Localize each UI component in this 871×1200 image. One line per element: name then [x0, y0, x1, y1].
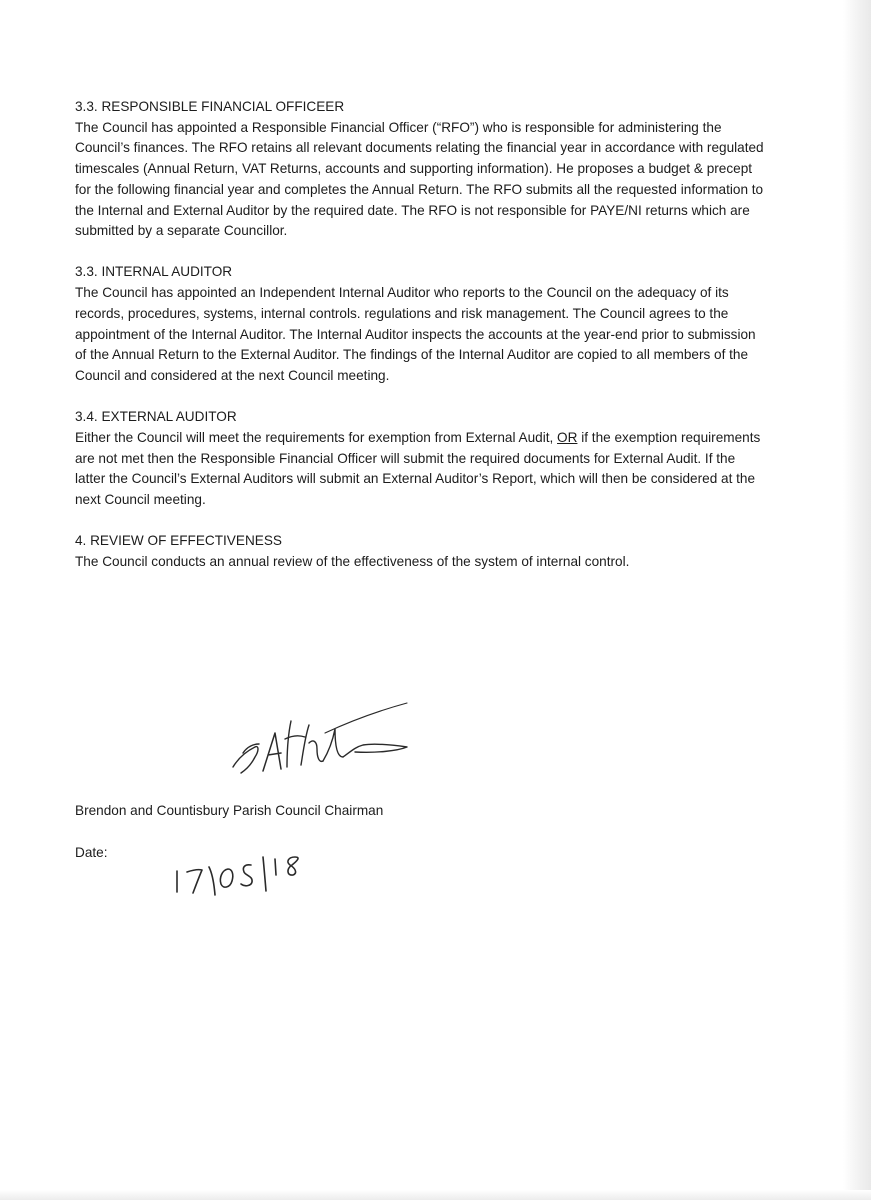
chairman-signature [225, 695, 420, 785]
signer-title: Brendon and Countisbury Parish Council Chairman [75, 803, 384, 818]
scan-edge-shadow [843, 0, 871, 1200]
section-text [75, 428, 765, 511]
document-body [75, 97, 765, 593]
section-external-auditor [75, 407, 765, 511]
section-heading: 3.4. EXTERNAL AUDITOR [75, 409, 237, 425]
section-text: The Council conducts an annual review of the effectiveness of the system of internal control. [75, 553, 630, 569]
section-text-part: if the exemption requirements are not met then the Responsible Financial Officer will submit the required documents for External Audit. If the latter the Council’s External Auditors will submit an External Auditor’s Report, which will then be considered at the next Council meeting. [75, 429, 761, 507]
section-heading: 3.3. INTERNAL AUDITOR [75, 264, 233, 280]
section-heading: 3.3. RESPONSIBLE FINANCIAL OFFICEER [75, 99, 345, 114]
section-text-part: Either the Council will meet the requirements for exemption from External Audit, [75, 429, 558, 445]
section-internal-auditor [75, 262, 765, 386]
section-rfo [75, 97, 765, 242]
scan-bottom-shadow [0, 1190, 871, 1200]
handwritten-date [165, 845, 320, 900]
section-text: The Council has appointed an Independent Internal Auditor who reports to the Council on the adequacy of its records, procedures, systems, internal controls. regulations and risk management. The Council agrees to the appointment of the Internal Auditor. The Internal Auditor inspects the accounts at the year-end prior to submission of the Annual Return to the External Auditor. The findings of the Internal Auditor are copied to all members of the Council and considered at the next Council meeting. [75, 285, 756, 383]
section-text: The Council has appointed a Responsible Financial Officer (“RFO”) who is responsible for administering the Council’s finances. The RFO retains all relevant documents relating the financial year in accordance with regulated timescales (Annual Return, VAT Returns, accounts and supporting information). He proposes a budget & precept for the following financial year and completes the Annual Return. The RFO submits all the requested information to the Internal and External Auditor by the required date. The RFO is not responsible for PAYE/NI returns which are submitted by a separate Councillor. [75, 119, 764, 239]
section-review-effectiveness [75, 531, 765, 572]
date-label: Date: [75, 845, 108, 860]
section-heading: 4. REVIEW OF EFFECTIVENESS [75, 533, 282, 549]
underlined-or: OR [557, 429, 578, 445]
